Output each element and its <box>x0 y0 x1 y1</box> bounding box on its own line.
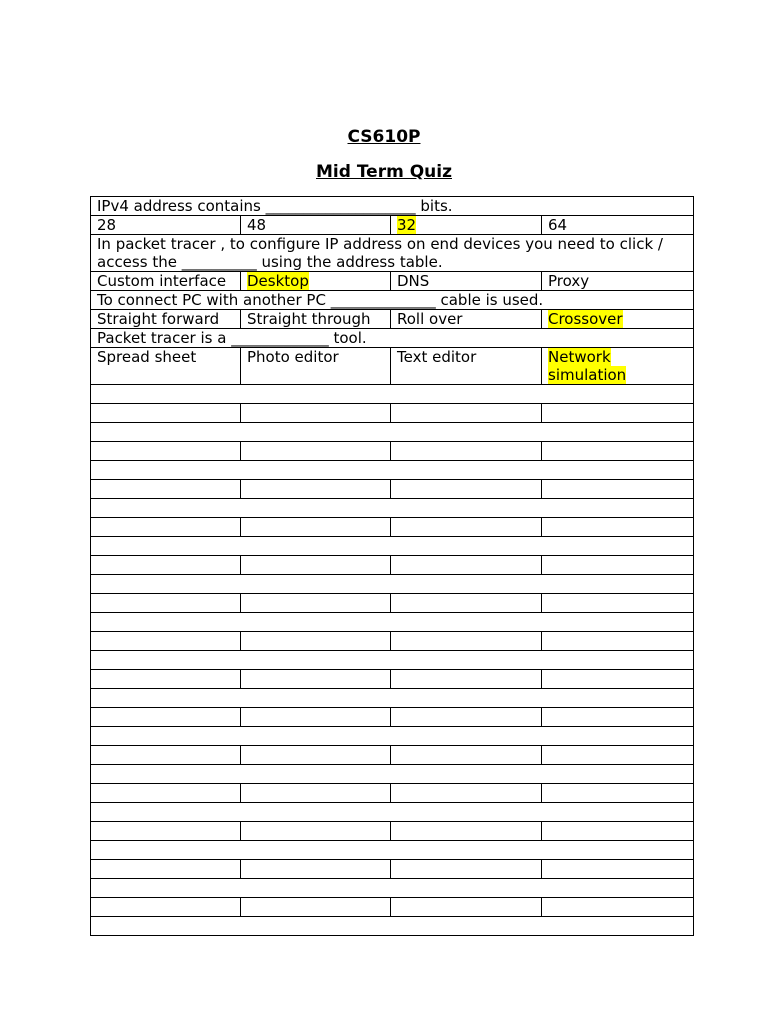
empty-option-cell <box>391 784 542 803</box>
empty-option-cell <box>91 518 241 537</box>
empty-option-cell <box>391 556 542 575</box>
empty-question-row <box>91 613 694 632</box>
empty-option-cell <box>241 518 391 537</box>
empty-options-row <box>91 442 694 461</box>
document-title: CS610P <box>347 127 421 147</box>
empty-question-cell <box>91 461 694 480</box>
empty-question-row <box>91 879 694 898</box>
option-cell <box>391 348 542 385</box>
empty-question-row <box>91 385 694 404</box>
empty-option-cell <box>241 708 391 727</box>
option-text: 64 <box>548 216 568 234</box>
empty-options-row <box>91 784 694 803</box>
empty-question-row <box>91 461 694 480</box>
option-cell <box>542 216 694 235</box>
question-row <box>91 291 694 310</box>
empty-question-cell <box>91 917 694 936</box>
empty-option-cell <box>91 822 241 841</box>
option-text: DNS <box>397 272 430 290</box>
document-subtitle: Mid Term Quiz <box>316 162 452 182</box>
question-row <box>91 329 694 348</box>
empty-option-cell <box>391 822 542 841</box>
empty-option-cell <box>391 860 542 879</box>
empty-option-cell <box>241 556 391 575</box>
empty-option-cell <box>542 442 694 461</box>
empty-option-cell <box>391 518 542 537</box>
empty-question-cell <box>91 651 694 670</box>
empty-option-cell <box>391 670 542 689</box>
empty-option-cell <box>542 594 694 613</box>
correct-option-text: Crossover <box>548 310 623 328</box>
option-text: Spread sheet <box>97 348 197 366</box>
empty-option-cell <box>542 556 694 575</box>
empty-question-row <box>91 841 694 860</box>
empty-options-row <box>91 594 694 613</box>
question-text: To connect PC with another PC ______________ cable is used. <box>91 291 694 310</box>
option-cell <box>91 216 241 235</box>
option-cell <box>542 348 694 385</box>
empty-question-row <box>91 803 694 822</box>
option-text: Custom interface <box>97 272 227 290</box>
question-row <box>91 197 694 216</box>
option-text: Proxy <box>548 272 590 290</box>
correct-option-text: Network simulation <box>548 348 627 384</box>
empty-option-cell <box>91 746 241 765</box>
option-text: Roll over <box>397 310 463 328</box>
option-text: 48 <box>247 216 267 234</box>
option-cell <box>542 310 694 329</box>
options-row <box>91 272 694 291</box>
empty-option-cell <box>391 746 542 765</box>
empty-option-cell <box>241 404 391 423</box>
question-text: Packet tracer is a _____________ tool. <box>91 329 694 348</box>
empty-option-cell <box>91 632 241 651</box>
empty-option-cell <box>542 746 694 765</box>
empty-question-row <box>91 765 694 784</box>
empty-option-cell <box>391 594 542 613</box>
empty-option-cell <box>241 442 391 461</box>
empty-question-row <box>91 651 694 670</box>
empty-options-row <box>91 404 694 423</box>
empty-option-cell <box>391 708 542 727</box>
quiz-table <box>90 196 694 936</box>
empty-question-cell <box>91 803 694 822</box>
empty-question-row <box>91 917 694 936</box>
empty-option-cell <box>91 442 241 461</box>
question-text: IPv4 address contains ____________________ bits. <box>91 197 694 216</box>
empty-question-cell <box>91 385 694 404</box>
empty-option-cell <box>91 480 241 499</box>
empty-question-row <box>91 575 694 594</box>
empty-option-cell <box>542 708 694 727</box>
empty-option-cell <box>91 708 241 727</box>
empty-options-row <box>91 670 694 689</box>
option-cell <box>241 310 391 329</box>
empty-option-cell <box>91 860 241 879</box>
empty-question-cell <box>91 575 694 594</box>
options-row <box>91 310 694 329</box>
empty-option-cell <box>542 404 694 423</box>
empty-option-cell <box>91 556 241 575</box>
empty-question-row <box>91 423 694 442</box>
option-cell <box>391 310 542 329</box>
option-cell <box>241 348 391 385</box>
empty-question-cell <box>91 499 694 518</box>
empty-options-row <box>91 898 694 917</box>
empty-option-cell <box>542 632 694 651</box>
empty-option-cell <box>391 404 542 423</box>
empty-option-cell <box>542 822 694 841</box>
empty-question-cell <box>91 689 694 708</box>
empty-option-cell <box>241 784 391 803</box>
empty-options-row <box>91 708 694 727</box>
empty-option-cell <box>241 860 391 879</box>
empty-option-cell <box>542 784 694 803</box>
empty-option-cell <box>241 480 391 499</box>
empty-question-cell <box>91 879 694 898</box>
empty-question-row <box>91 727 694 746</box>
empty-option-cell <box>542 898 694 917</box>
empty-option-cell <box>391 898 542 917</box>
empty-options-row <box>91 480 694 499</box>
empty-question-cell <box>91 727 694 746</box>
empty-option-cell <box>391 632 542 651</box>
empty-option-cell <box>542 670 694 689</box>
empty-options-row <box>91 632 694 651</box>
question-row <box>91 235 694 272</box>
empty-option-cell <box>241 670 391 689</box>
empty-option-cell <box>91 898 241 917</box>
option-text: 28 <box>97 216 117 234</box>
empty-option-cell <box>241 594 391 613</box>
option-cell <box>391 272 542 291</box>
empty-question-cell <box>91 841 694 860</box>
option-text: Straight forward <box>97 310 220 328</box>
empty-option-cell <box>391 442 542 461</box>
option-text: Text editor <box>397 348 477 366</box>
empty-option-cell <box>91 404 241 423</box>
option-text: Photo editor <box>247 348 339 366</box>
question-text: In packet tracer , to configure IP address on end devices you need to click / access the __________ using the address table. <box>91 235 694 272</box>
empty-question-row <box>91 537 694 556</box>
empty-options-row <box>91 860 694 879</box>
empty-option-cell <box>542 518 694 537</box>
option-cell <box>91 272 241 291</box>
empty-question-row <box>91 689 694 708</box>
empty-option-cell <box>91 784 241 803</box>
empty-option-cell <box>241 632 391 651</box>
empty-options-row <box>91 746 694 765</box>
empty-question-cell <box>91 765 694 784</box>
option-cell <box>91 310 241 329</box>
empty-question-cell <box>91 423 694 442</box>
correct-option-text: Desktop <box>247 272 309 290</box>
option-text: Straight through <box>247 310 371 328</box>
empty-option-cell <box>91 594 241 613</box>
empty-options-row <box>91 556 694 575</box>
empty-option-cell <box>542 860 694 879</box>
empty-option-cell <box>241 822 391 841</box>
correct-option-text: 32 <box>397 216 417 234</box>
options-row <box>91 216 694 235</box>
empty-options-row <box>91 822 694 841</box>
empty-option-cell <box>241 746 391 765</box>
option-cell <box>91 348 241 385</box>
option-cell <box>241 272 391 291</box>
option-cell <box>241 216 391 235</box>
empty-question-row <box>91 499 694 518</box>
empty-option-cell <box>241 898 391 917</box>
option-cell <box>391 216 542 235</box>
empty-option-cell <box>542 480 694 499</box>
options-row <box>91 348 694 385</box>
empty-question-cell <box>91 613 694 632</box>
empty-option-cell <box>91 670 241 689</box>
option-cell <box>542 272 694 291</box>
empty-options-row <box>91 518 694 537</box>
empty-question-cell <box>91 537 694 556</box>
empty-option-cell <box>391 480 542 499</box>
